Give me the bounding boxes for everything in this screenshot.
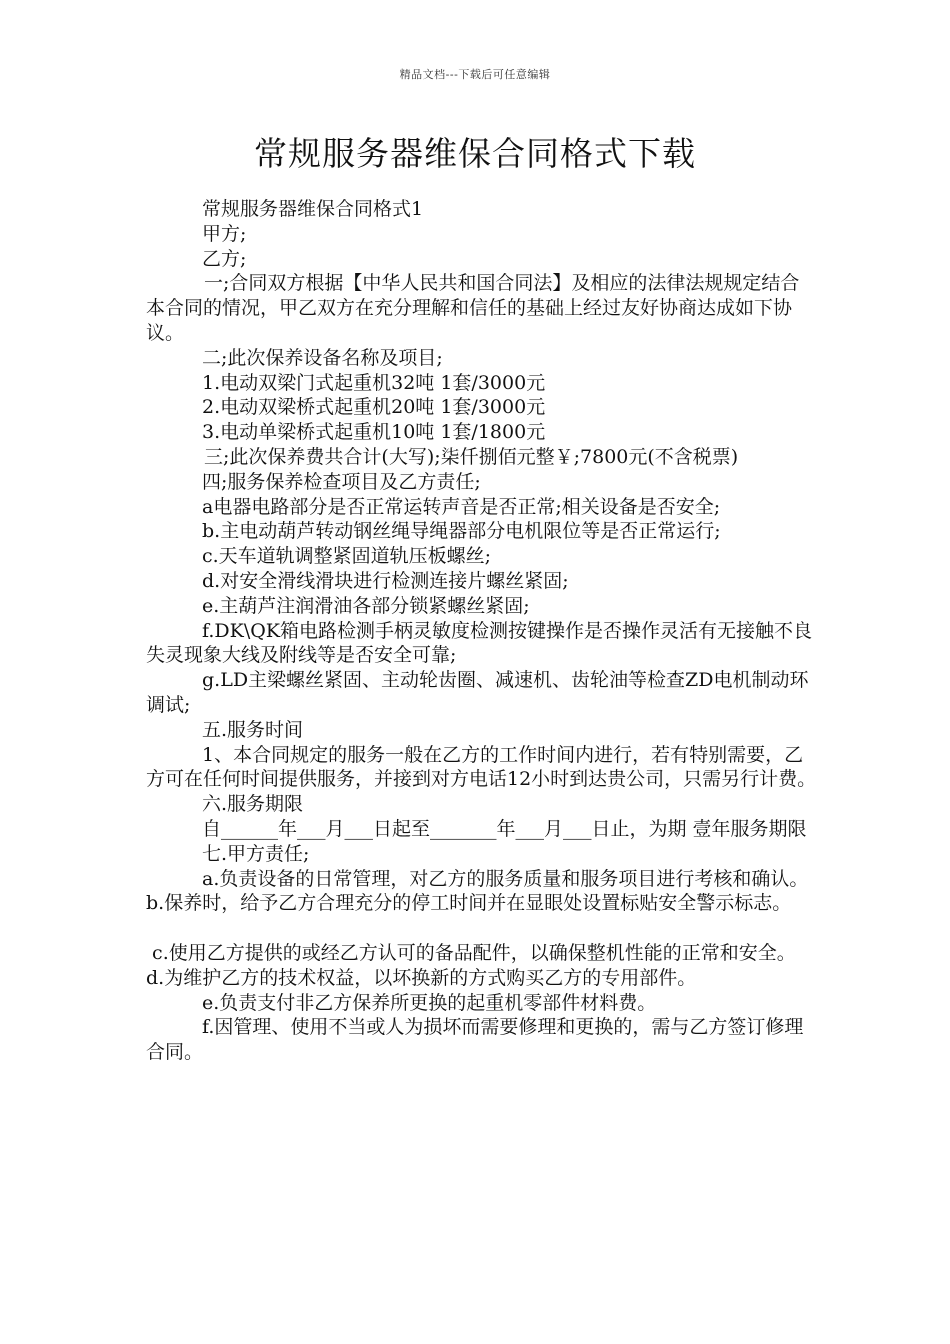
paragraph-item-g: g.LD主梁螺丝紧固、主动轮齿圈、减速机、齿轮油等检查ZD电机制动环调试; — [146, 669, 809, 716]
paragraph-party-a-duty-cd: c.使用乙方提供的或经乙方认可的备品配件，以确保整机性能的正常和安全。 d.为维护乙方的技术权益，以坏换新的方式购买乙方的专用部件。 — [146, 941, 802, 989]
paragraph-clause-4-heading: 四;服务保养检查项目及乙方责任; — [202, 470, 481, 493]
paragraph-item-f: f.DK\QK箱电路检测手柄灵敏度检测按键操作是否操作灵活有无接触不良失灵现象大线及附线等是否安全可靠; — [146, 619, 812, 667]
paragraph-item-b: b.主电动葫芦转动钢丝绳导绳器部分电机限位等是否正常运行; — [202, 520, 721, 543]
paragraph-equipment-2: 2.电动双梁桥式起重机20吨 1套/3000元 — [202, 396, 546, 419]
paragraph-clause-3-fee: 三;此次保养费共合计(大写);柒仟捌佰元整￥;7800元(不含税票) — [204, 445, 739, 468]
paragraph-party-a: 甲方; — [202, 222, 247, 245]
paragraph-gap — [146, 916, 818, 941]
paragraph-party-b: 乙方; — [202, 247, 247, 270]
paragraph-service-time: 1、本合同规定的服务一般在乙方的工作时间内进行，若有特别需要，乙方可在任何时间提供服务，并接到对方电话12小时到达贵公司，只需另行计费。 — [146, 743, 817, 791]
paragraph-clause-1: 一;合同双方根据【中华人民共和国合同法】及相应的法律法规规定结合本合同的情况，甲乙双方在充分理解和信任的基础上经过友好协商达成如下协议。 — [146, 272, 800, 344]
paragraph-item-c: c.天车道轨调整紧固道轨压板螺丝; — [202, 545, 492, 568]
paragraph-contract-subtitle: 常规服务器维保合同格式1 — [202, 198, 424, 220]
paragraph-item-d: d.对安全滑线滑块进行检测连接片螺丝紧固; — [202, 569, 569, 592]
paragraph-service-period: 自______年___月___日起至_______年___月___日止，为期 壹年服务期限 — [202, 817, 807, 840]
paragraph-clause-6-heading: 六.服务期限 — [202, 793, 304, 816]
paragraph-party-a-duty-e: e.负责支付非乙方保养所更换的起重机零部件材料费。 — [202, 991, 657, 1014]
paragraph-equipment-3: 3.电动单梁桥式起重机10吨 1套/1800元 — [202, 421, 546, 444]
paragraph-item-e: e.主葫芦注润滑油各部分锁紧螺丝紧固; — [202, 594, 530, 617]
paragraph-clause-2-heading: 二;此次保养设备名称及项目; — [202, 346, 443, 369]
document-body — [146, 197, 818, 1065]
paragraph-item-a: a电器电路部分是否正常运转声音是否正常;相关设备是否安全; — [202, 495, 721, 518]
header-note: 精品文档---下载后可任意编辑 — [399, 68, 551, 81]
paragraph-party-a-duty-ab: a.负责设备的日常管理，对乙方的服务质量和服务项目进行考核和确认。 b.保养时，给予乙方合理充分的停工时间并在显眼处设置标贴安全警示标志。 — [146, 867, 815, 915]
document-title: 常规服务器维保合同格式下载 — [254, 134, 696, 173]
paragraph-party-a-duty-f: f.因管理、使用不当或人为损坏而需要修理和更换的，需与乙方签订修理合同。 — [146, 1016, 804, 1064]
paragraph-equipment-1: 1.电动双梁门式起重机32吨 1套/3000元 — [202, 371, 546, 394]
paragraph-clause-7-heading: 七.甲方责任; — [202, 842, 310, 865]
paragraph-clause-5-heading: 五.服务时间 — [202, 718, 304, 741]
